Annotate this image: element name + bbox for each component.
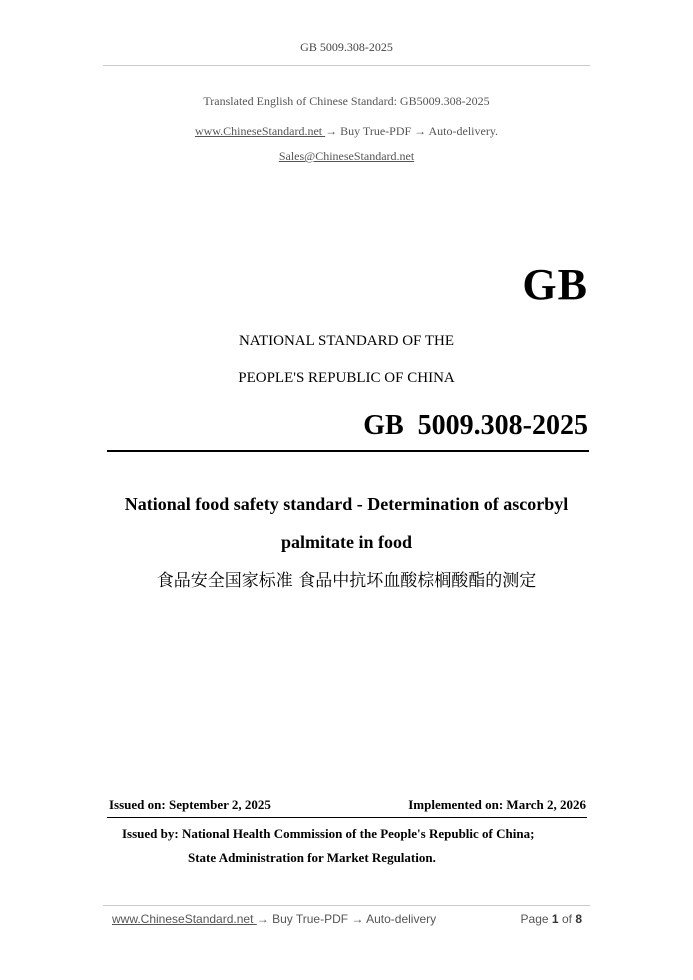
header-standard-code: GB 5009.308-2025 xyxy=(300,40,393,54)
page-of-label: of xyxy=(561,912,572,926)
translation-notice: Translated English of Chinese Standard: GB5009.308-2025 xyxy=(203,94,490,108)
gb-mark: GB xyxy=(522,260,588,309)
title-english-line-2: palmitate in food xyxy=(280,532,412,552)
promo-text: → Buy True-PDF → Auto-delivery. xyxy=(325,124,499,138)
footer-promo-text: → Buy True-PDF → Auto-delivery xyxy=(256,912,437,926)
page-indicator xyxy=(521,912,582,926)
site-link[interactable]: www.ChineseStandard.net xyxy=(194,124,326,138)
issuer-line-1: Issued by: National Health Commission of the People's Republic of China; xyxy=(122,826,535,841)
footer-divider xyxy=(103,905,590,906)
issued-on-date: Issued on: September 2, 2025 xyxy=(109,797,271,812)
sales-line xyxy=(0,149,693,164)
footer-site-link[interactable]: www.ChineseStandard.net xyxy=(112,912,257,926)
header-divider xyxy=(103,65,590,66)
page-current: 1 xyxy=(551,912,559,926)
national-standard-line-1: NATIONAL STANDARD OF THE xyxy=(238,333,455,349)
footer-promo xyxy=(112,912,436,926)
promo-line xyxy=(0,124,693,139)
issuer-line-2: State Administration for Market Regulation. xyxy=(188,850,436,865)
standard-code: GB 5009.308-2025 xyxy=(363,410,588,441)
sales-email-link[interactable]: Sales@ChineseStandard.net xyxy=(278,149,415,163)
title-english-line-1: National food safety standard - Determination of ascorbyl xyxy=(124,494,569,514)
page-label: Page xyxy=(520,912,549,926)
page-total: 8 xyxy=(575,912,582,926)
title-chinese: 食品安全国家标准 食品中抗坏血酸棕榈酸酯的测定 xyxy=(156,571,537,591)
implemented-on-date: Implemented on: March 2, 2026 xyxy=(408,797,586,812)
dates-rule xyxy=(107,817,587,818)
national-standard-line-2: PEOPLE'S REPUBLIC OF CHINA xyxy=(238,370,455,386)
standard-code-rule xyxy=(107,450,589,452)
